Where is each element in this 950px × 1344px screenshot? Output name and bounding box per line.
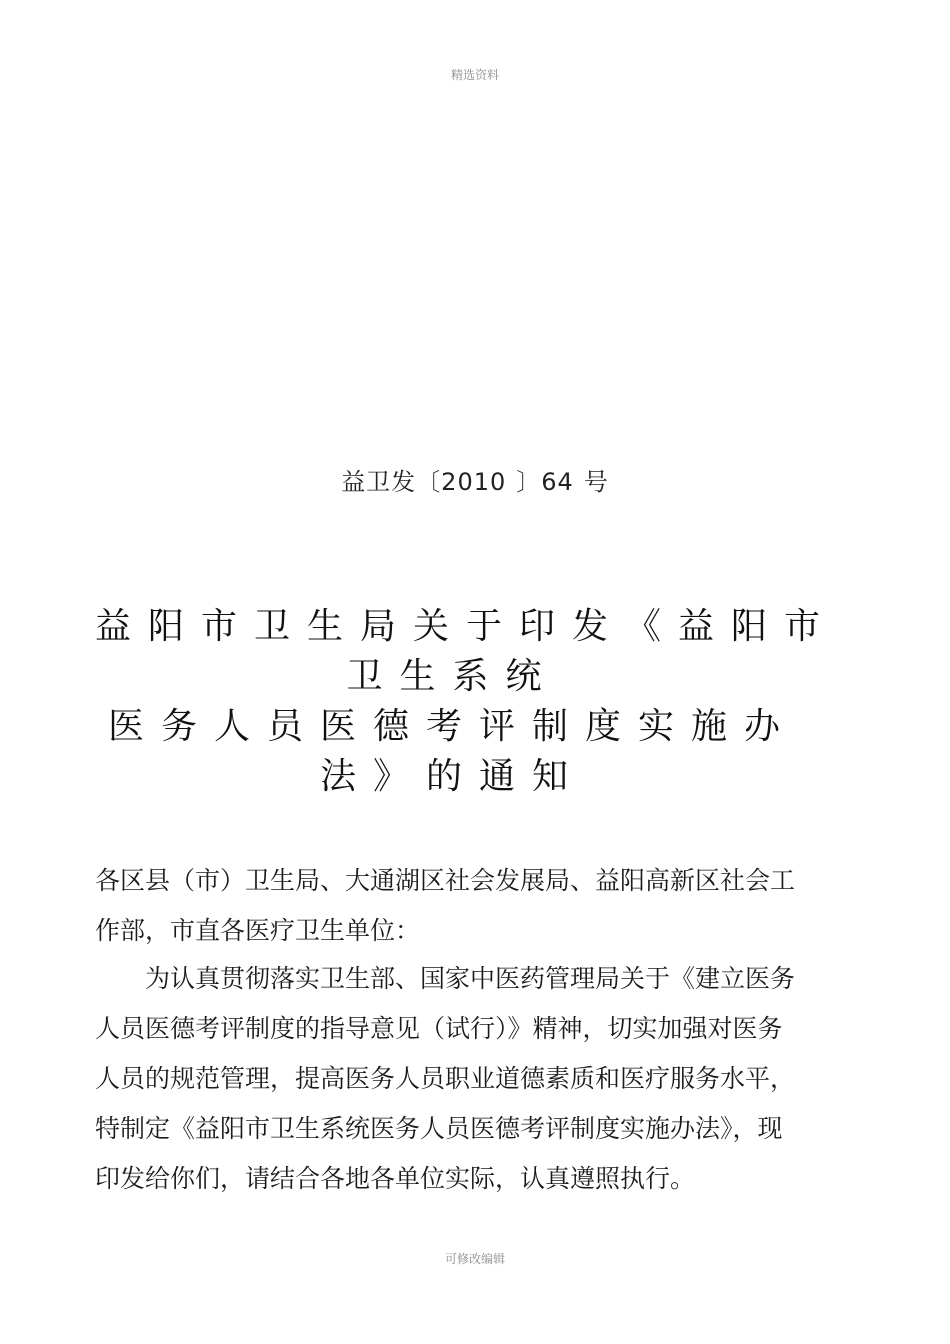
recipients-line: 各区县（市）卫生局、大通湖区社会发展局、益阳高新区社会工: [95, 866, 796, 895]
body-line: 印发给你们，请结合各地各单位实际，认真遵照执行。: [95, 1164, 696, 1193]
document-number-suffix: 号: [583, 468, 609, 496]
body-line: 人员的规范管理，提高医务人员职业道德素质和医疗服务水平，: [95, 1064, 796, 1093]
title-line: 医务人员医德考评制度实施办: [107, 706, 797, 747]
title-line: 法》的通知: [319, 756, 585, 797]
recipients: [95, 856, 815, 956]
body-line: 人员医德考评制度的指导意见（试行）》精神，切实加强对医务: [95, 1014, 783, 1043]
footer-note: 可修改编辑: [444, 1252, 505, 1266]
title-line: 益阳市卫生局关于印发《益阳市: [95, 606, 838, 647]
document-number-prefix: 益卫发〔2010: [341, 468, 507, 496]
header-note: 精选资料: [450, 68, 499, 82]
document-title: [95, 602, 838, 802]
title-line: 卫生系统: [346, 656, 559, 697]
document-number: [0, 462, 950, 497]
body-paragraph: [95, 954, 815, 1204]
document-number-close: 〕64: [516, 468, 574, 496]
body-line: 特制定《益阳市卫生系统医务人员医德考评制度实施办法》，现: [95, 1114, 783, 1143]
recipients-line: 作部，市直各医疗卫生单位：: [95, 916, 421, 945]
body-line: 为认真贯彻落实卫生部、国家中医药管理局关于《建立医务: [145, 964, 796, 993]
